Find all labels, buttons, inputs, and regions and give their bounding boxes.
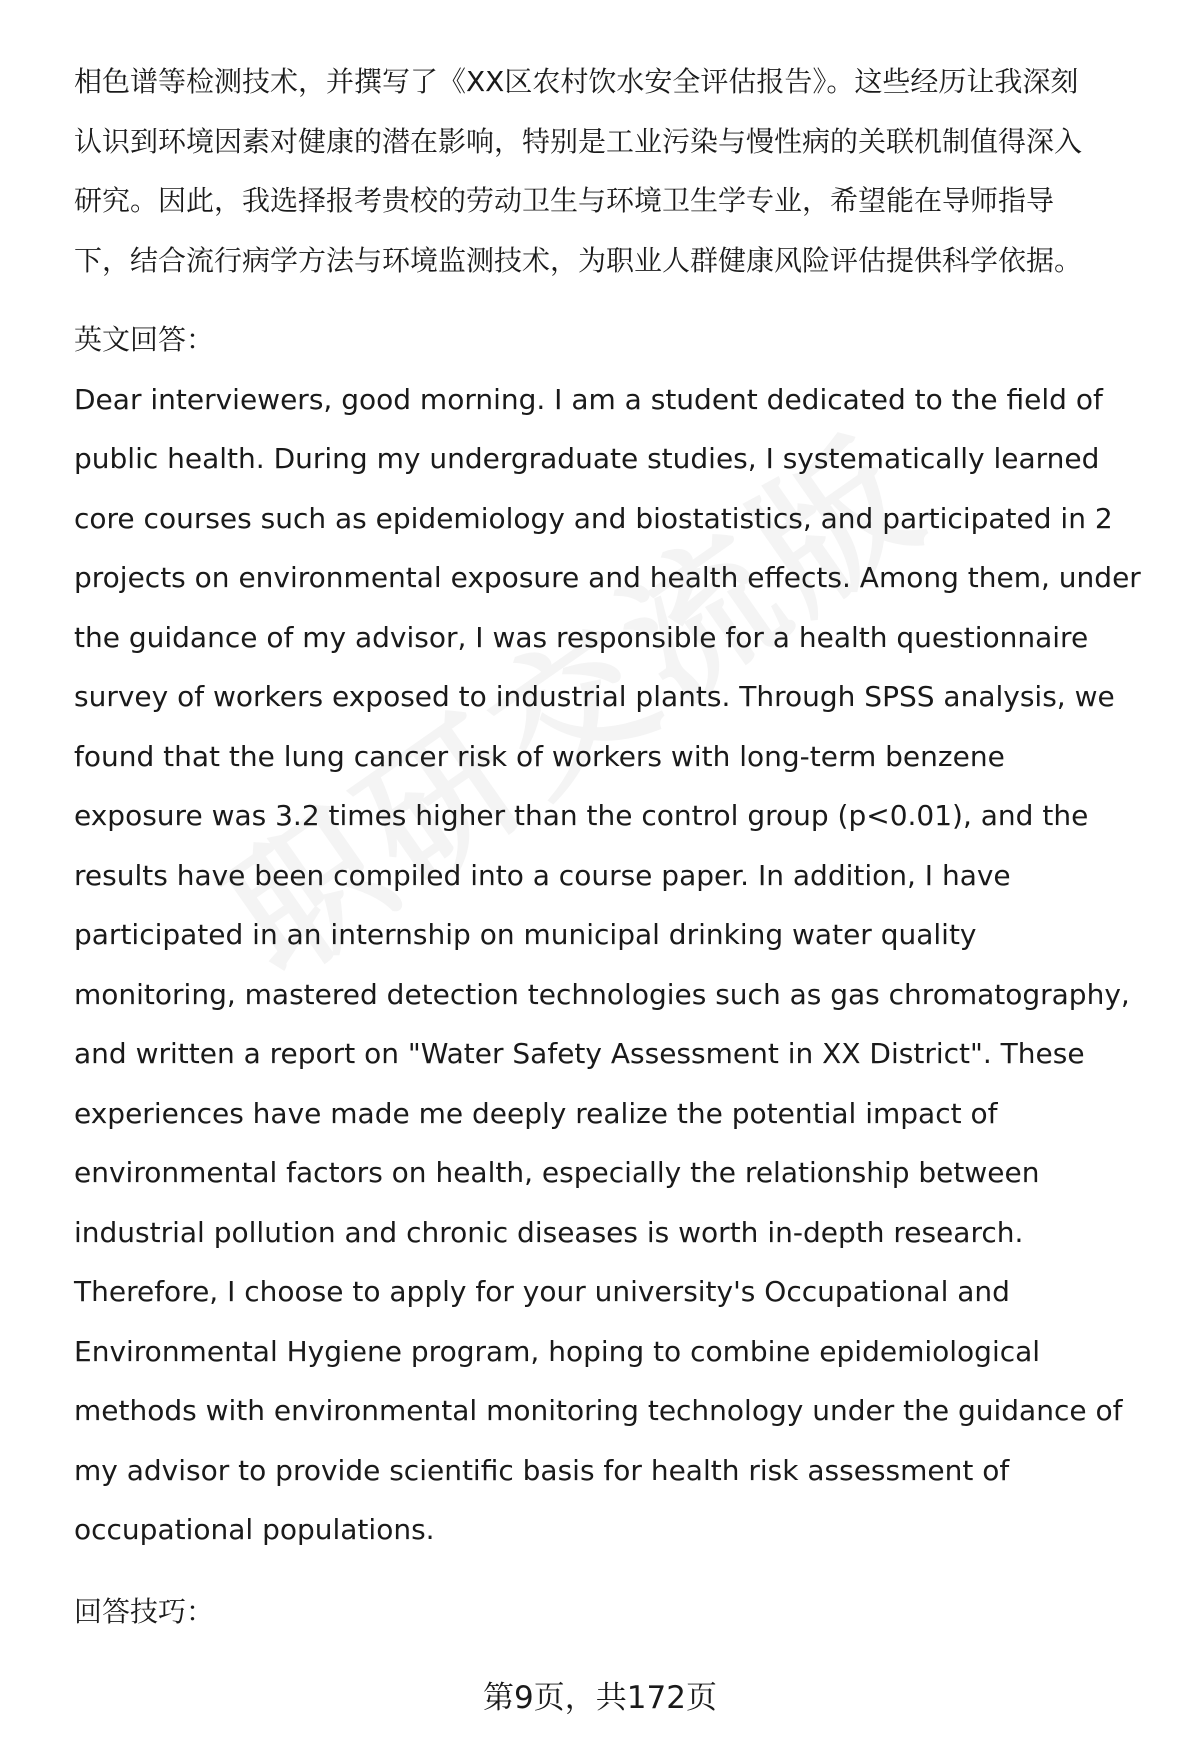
english-line-19: my advisor to provide scientific basis for health risk assessment of <box>74 1453 1010 1487</box>
english-line-9: results have been compiled into a course paper. In addition, I have <box>74 858 1011 892</box>
english-line-12: and written a report on "Water Safety Assessment in XX District". These <box>74 1037 1085 1070</box>
english-line-10: participated in an internship on municipal drinking water quality <box>74 918 977 951</box>
english-line-8: exposure was 3.2 times higher than the control group (p<0.01), and the <box>74 799 1089 832</box>
english-line-11: monitoring, mastered detection technologies such as gas chromatography, <box>74 977 1130 1011</box>
english-line-1: Dear interviewers, good morning. I am a student dedicated to the field of <box>74 382 1103 416</box>
english-line-6: survey of workers exposed to industrial plants. Through SPSS analysis, we <box>74 680 1115 713</box>
english-paragraph <box>74 370 1154 1560</box>
page-indicator: 第9页，共172页 <box>483 1680 717 1716</box>
english-line-13: experiences have made me deeply realize the potential impact of <box>74 1096 998 1130</box>
english-line-15: industrial pollution and chronic diseases is worth in-depth research. <box>74 1215 1024 1249</box>
english-line-4: projects on environmental exposure and health effects. Among them, under <box>74 561 1141 594</box>
english-line-14: environmental factors on health, especially the relationship between <box>74 1156 1040 1189</box>
spacer <box>74 290 1154 310</box>
document-page <box>74 52 1154 1641</box>
english-line-7: found that the lung cancer risk of workers with long-term benzene <box>74 739 1005 773</box>
english-line-20: occupational populations. <box>74 1513 435 1546</box>
chinese-line-2: 认识到环境因素对健康的潜在影响，特别是工业污染与慢性病的关联机制值得深入 <box>74 124 1083 158</box>
english-line-18: methods with environmental monitoring technology under the guidance of <box>74 1394 1123 1427</box>
english-line-16: Therefore, I choose to apply for your university's Occupational and <box>74 1275 1010 1308</box>
chinese-paragraph <box>74 52 1154 290</box>
spacer <box>74 1560 1154 1582</box>
chinese-line-4: 下，结合流行病学方法与环境监测技术，为职业人群健康风险评估提供科学依据。 <box>74 243 1083 277</box>
english-answer-label: 英文回答： <box>74 323 215 356</box>
english-line-17: Environmental Hygiene program, hoping to combine epidemiological <box>74 1334 1041 1368</box>
english-line-3: core courses such as epidemiology and biostatistics, and participated in 2 <box>74 501 1113 535</box>
chinese-line-3: 研究。因此，我选择报考贵校的劳动卫生与环境卫生学专业，希望能在导师指导 <box>74 184 1055 217</box>
english-line-5: the guidance of my advisor, I was responsible for a health questionnaire <box>74 620 1089 654</box>
chinese-line-1: 相色谱等检测技术，并撰写了《XX区农村饮水安全评估报告》。这些经历让我深刻 <box>74 65 1079 98</box>
english-line-2: public health. During my undergraduate studies, I systematically learned <box>74 442 1100 475</box>
answer-tips-label: 回答技巧： <box>74 1594 215 1628</box>
